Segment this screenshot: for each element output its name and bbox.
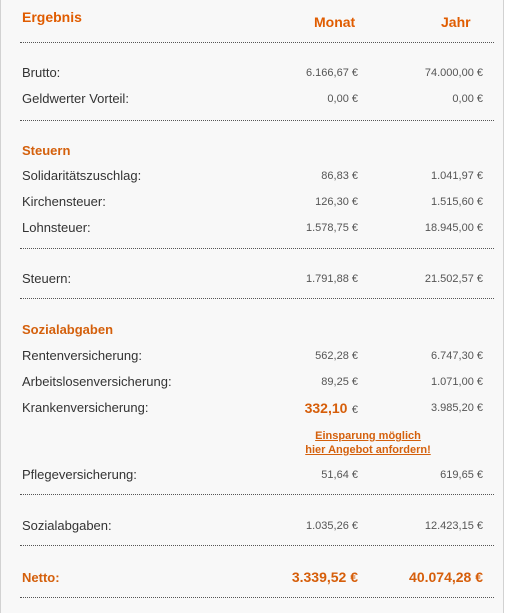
row-year-value: 1.071,00 € <box>431 376 483 388</box>
separator <box>20 120 494 121</box>
row-label: Arbeitslosenversicherung: <box>22 374 172 389</box>
row-month-value: 89,25 € <box>321 376 358 388</box>
row-month-value: 6.166,67 € <box>306 67 358 79</box>
row-year-value: 6.747,30 € <box>431 350 483 362</box>
column-header-year: Jahr <box>441 14 471 30</box>
row-label: Krankenversicherung: <box>22 400 149 415</box>
currency-symbol: € <box>351 404 358 416</box>
row-year-value: 1.515,60 € <box>431 196 483 208</box>
result-title: Ergebnis <box>22 9 82 25</box>
separator <box>20 298 494 299</box>
row-label: Rentenversicherung: <box>22 348 142 363</box>
row-label: Brutto: <box>22 65 61 80</box>
column-header-month: Monat <box>314 14 356 30</box>
row-year-value: 1.041,97 € <box>431 170 483 182</box>
row-month-value: 1.578,75 € <box>306 222 358 234</box>
offer-line-1: Einsparung möglich <box>315 430 421 442</box>
row-label: Pflegeversicherung: <box>22 467 137 482</box>
row-year-value: 18.945,00 € <box>424 222 483 234</box>
separator <box>20 494 494 495</box>
row-year-value: 21.502,57 € <box>424 273 483 285</box>
separator <box>20 597 494 598</box>
row-year-value: 619,65 € <box>440 469 483 481</box>
separator <box>20 248 494 249</box>
section-title-sozialabgaben: Sozialabgaben <box>22 322 114 337</box>
row-label: Solidaritätszuschlag: <box>22 168 142 183</box>
row-label: Geldwerter Vorteil: <box>22 91 129 106</box>
row-month-value: 1.035,26 € <box>306 520 358 532</box>
row-month-value: 86,83 € <box>321 170 358 182</box>
netto-month-value: 3.339,52 € <box>291 569 358 585</box>
row-label: Kirchensteuer: <box>22 194 106 209</box>
row-month-value-highlighted <box>305 400 358 418</box>
row-label: Sozialabgaben: <box>22 518 112 533</box>
row-month-value: 126,30 € <box>315 196 358 208</box>
row-year-value: 0,00 € <box>452 93 483 105</box>
netto-year-value: 40.074,28 € <box>409 569 483 585</box>
offer-line-2: hier Angebot anfordern! <box>305 444 431 456</box>
row-label: Steuern: <box>22 271 72 286</box>
row-year-value: 74.000,00 € <box>424 67 483 79</box>
row-month-value: 51,64 € <box>321 469 358 481</box>
highlighted-amount: 332,10 <box>304 400 348 416</box>
row-month-value: 1.791,88 € <box>306 273 358 285</box>
section-title-steuern: Steuern <box>22 143 71 158</box>
row-year-value: 12.423,15 € <box>424 520 483 532</box>
row-month-value: 0,00 € <box>327 93 358 105</box>
row-year-value: 3.985,20 € <box>431 402 483 414</box>
row-month-value: 562,28 € <box>315 350 358 362</box>
separator <box>20 42 494 43</box>
row-label: Lohnsteuer: <box>22 220 91 235</box>
separator <box>20 545 494 546</box>
request-offer-link[interactable] <box>293 429 443 457</box>
page-margin <box>504 0 513 613</box>
netto-label: Netto: <box>22 570 60 585</box>
